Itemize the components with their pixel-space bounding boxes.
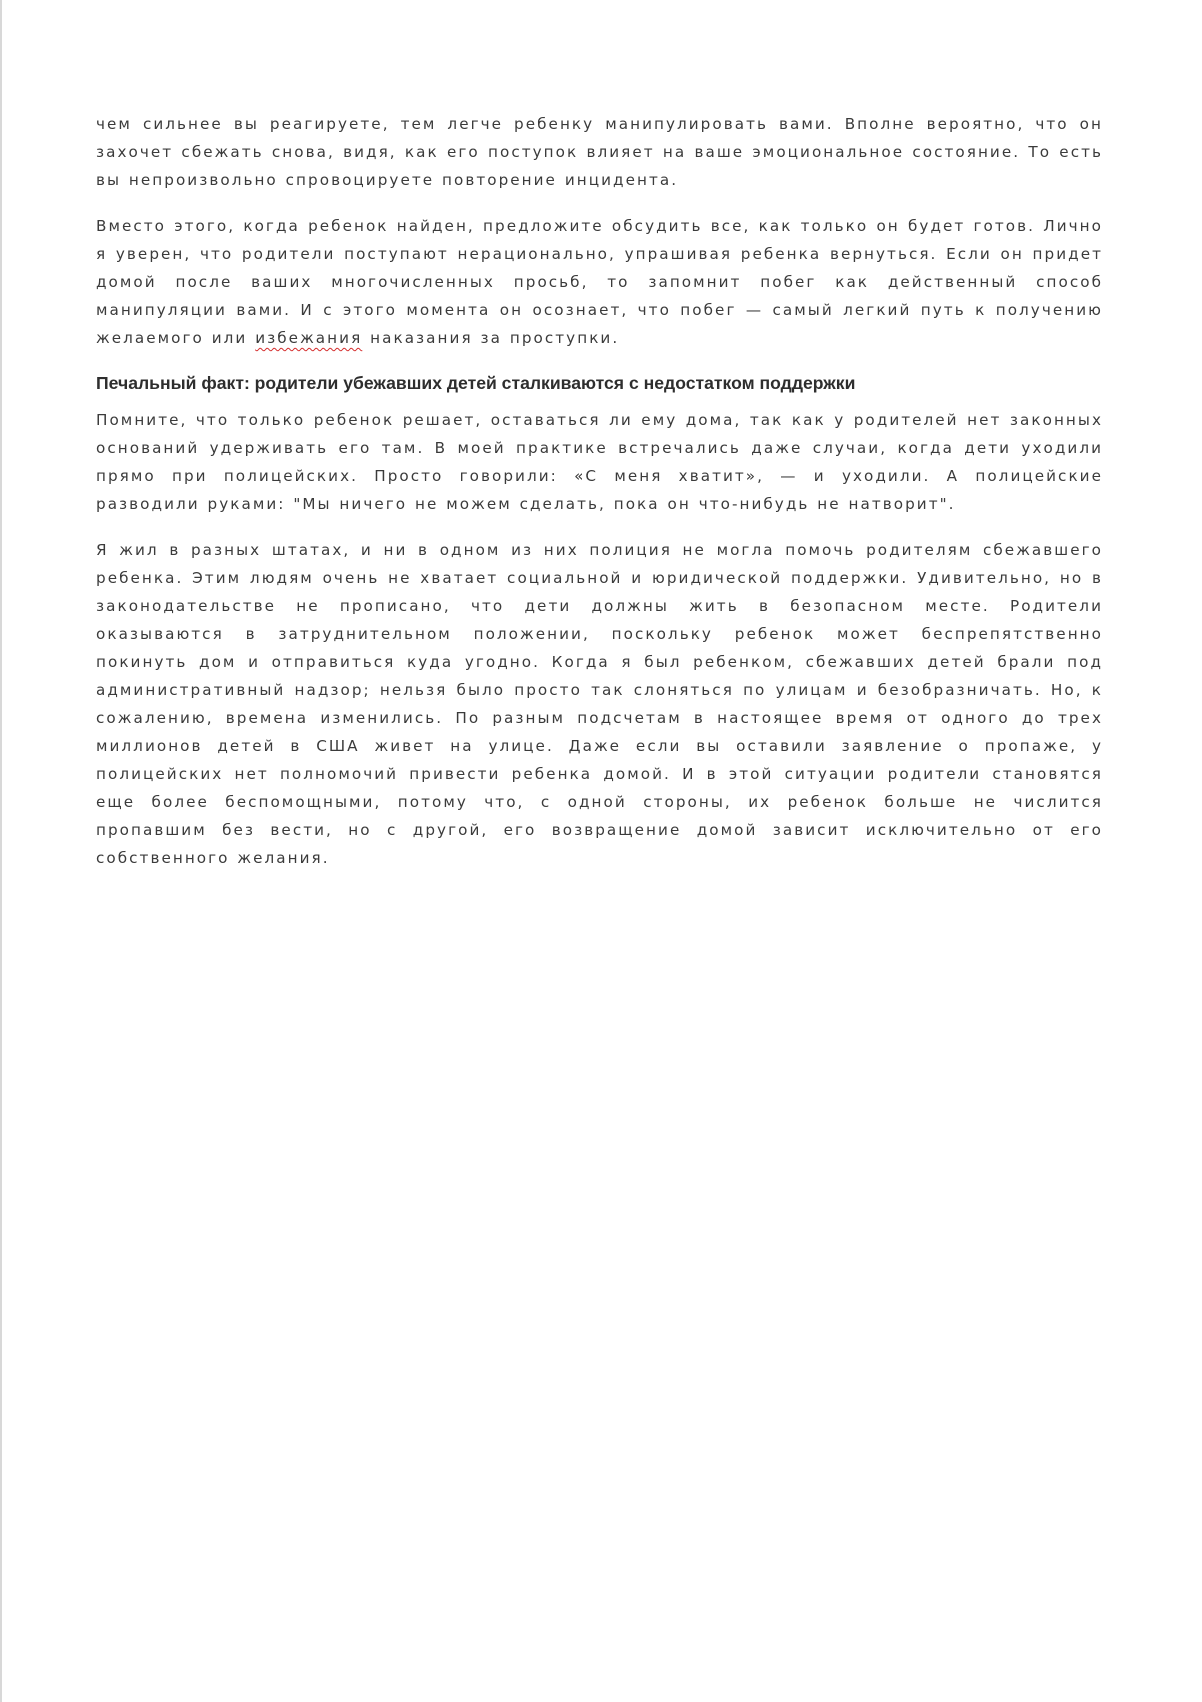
- paragraph-2[interactable]: [96, 212, 1103, 352]
- paragraph-2-text-before: Вместо этого, когда ребенок найден, предложите обсудить все, как только он будет готов. Лично я уверен, что родители поступают нерационально, упрашивая ребенка вернуться. Если он придет домой после ваших многочисленных просьб, то запомнит побег как действенный способ манипуляции вами. И с этого момента он осознает, что побег — самый легкий путь к получению желаемого или: [96, 217, 1103, 347]
- paragraph-4[interactable]: Я жил в разных штатах, и ни в одном из них полиция не могла помочь родителям сбежавшего ребенка. Этим людям очень не хватает социальной и юридической поддержки. Удивительно, но в законодательстве не прописано, что дети должны жить в безопасном месте. Родители оказываются в затруднительном положении, поскольку ребенок может беспрепятственно покинуть дом и отправиться куда угодно. Когда я был ребенком, сбежавших детей брали под административный надзор; нельзя было просто так слоняться по улицам и безобразничать. Но, к сожалению, времена изменились. По разным подсчетам в настоящее время от одного до трех миллионов детей в США живет на улице. Даже если вы оставили заявление о пропаже, у полицейских нет полномочий привести ребенка домой. И в этой ситуации родители становятся еще более беспомощными, потому что, с одной стороны, их ребенок больше не числится пропавшим без вести, но с другой, его возвращение домой зависит исключительно от его собственного желания.: [96, 541, 1103, 867]
- paragraph-1[interactable]: чем сильнее вы реагируете, тем легче ребенку манипулировать вами. Вполне вероятно, что он захочет сбежать снова, видя, как его поступок влияет на ваше эмоциональное состояние. То есть вы непроизвольно спровоцируете повторение инцидента.: [96, 115, 1103, 189]
- section-heading[interactable]: Печальный факт: родители убежавших детей сталкиваются с недостатком поддержки: [96, 373, 856, 393]
- document-body[interactable]: [96, 110, 1103, 890]
- page-left-edge: [0, 0, 2, 1702]
- paragraph-2-text-after: наказания за проступки.: [362, 329, 620, 347]
- spellcheck-flagged-word[interactable]: избежания: [255, 329, 363, 347]
- paragraph-3[interactable]: Помните, что только ребенок решает, оставаться ли ему дома, так как у родителей нет законных оснований удерживать его там. В моей практике встречались даже случаи, когда дети уходили прямо при полицейских. Просто говорили: «С меня хватит», — и уходили. А полицейские разводили руками: "Мы ничего не можем сделать, пока он что-нибудь не натворит".: [96, 411, 1103, 513]
